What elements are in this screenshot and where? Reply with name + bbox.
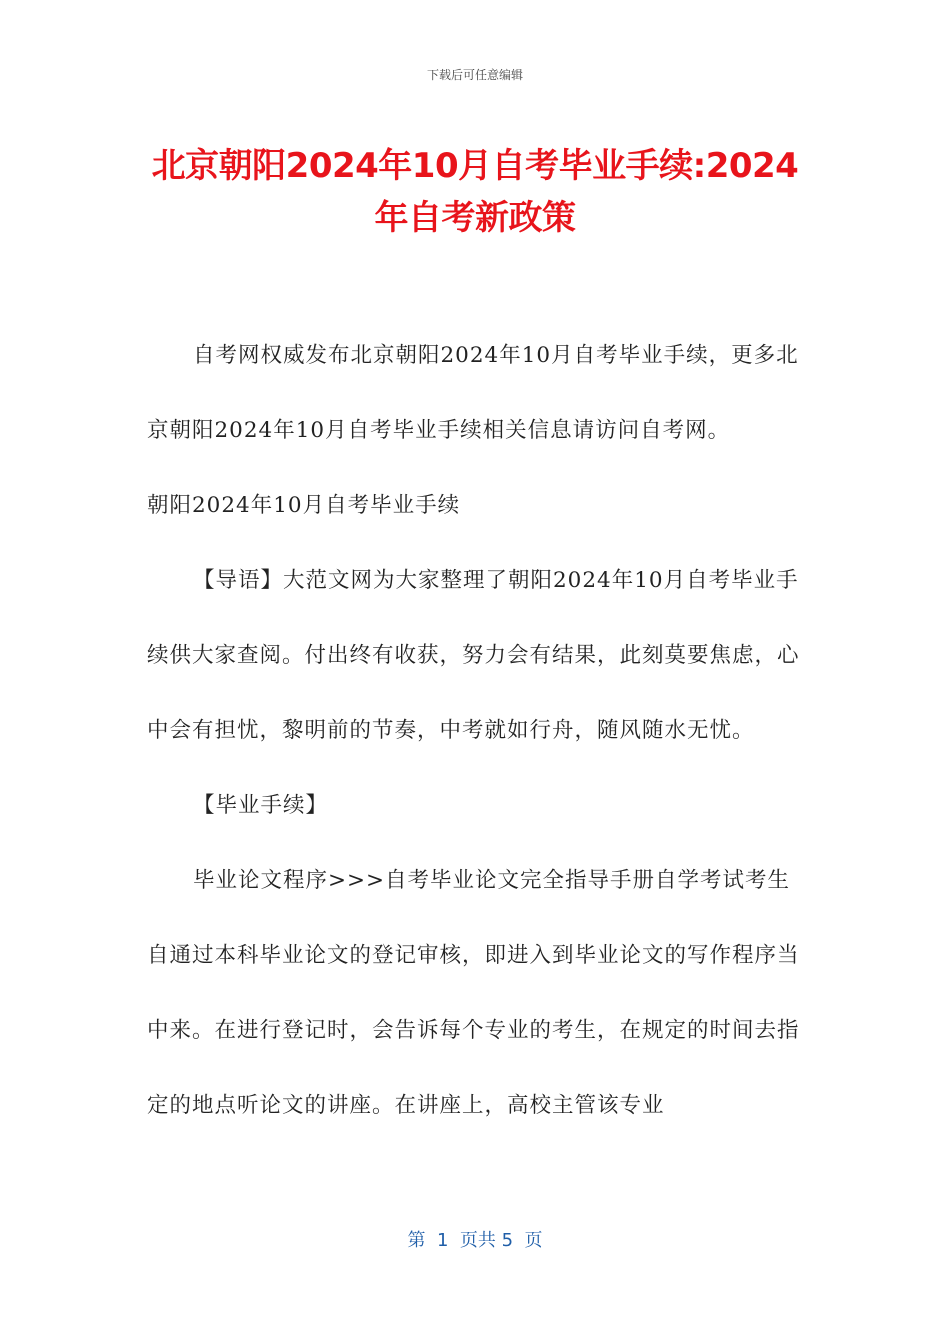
page-number: 第 1 页共 5 页: [407, 1230, 543, 1251]
paragraph-subtitle: 朝阳2024年10月自考毕业手续: [147, 493, 461, 518]
section-heading-graduation: 【毕业手续】: [193, 793, 329, 818]
document-title: 北京朝阳2024年10月自考毕业手续:2024年自考新政策: [151, 146, 799, 238]
paragraph-thesis: 毕业论文程序>>>自考毕业论文完全指导手册自学考试考生自通过本科毕业论文的登记审核，即进入到毕业论文的写作程序当中来。在进行登记时，会告诉每个专业的考生，在规定的时间去指定的地点听论文的讲座。在讲座上，高校主管该专业: [147, 868, 800, 1118]
paragraph-intro: 自考网权威发布北京朝阳2024年10月自考毕业手续，更多北京朝阳2024年10月自考毕业手续相关信息请访问自考网。: [147, 343, 799, 443]
paragraph-guide: 【导语】大范文网为大家整理了朝阳2024年10月自考毕业手续供大家查阅。付出终有收获，努力会有结果，此刻莫要焦虑，心中会有担忧，黎明前的节奏，中考就如行舟，随风随水无忧。: [147, 568, 800, 743]
header-note: 下载后可任意编辑: [426, 68, 523, 82]
document-body: [147, 318, 807, 1143]
